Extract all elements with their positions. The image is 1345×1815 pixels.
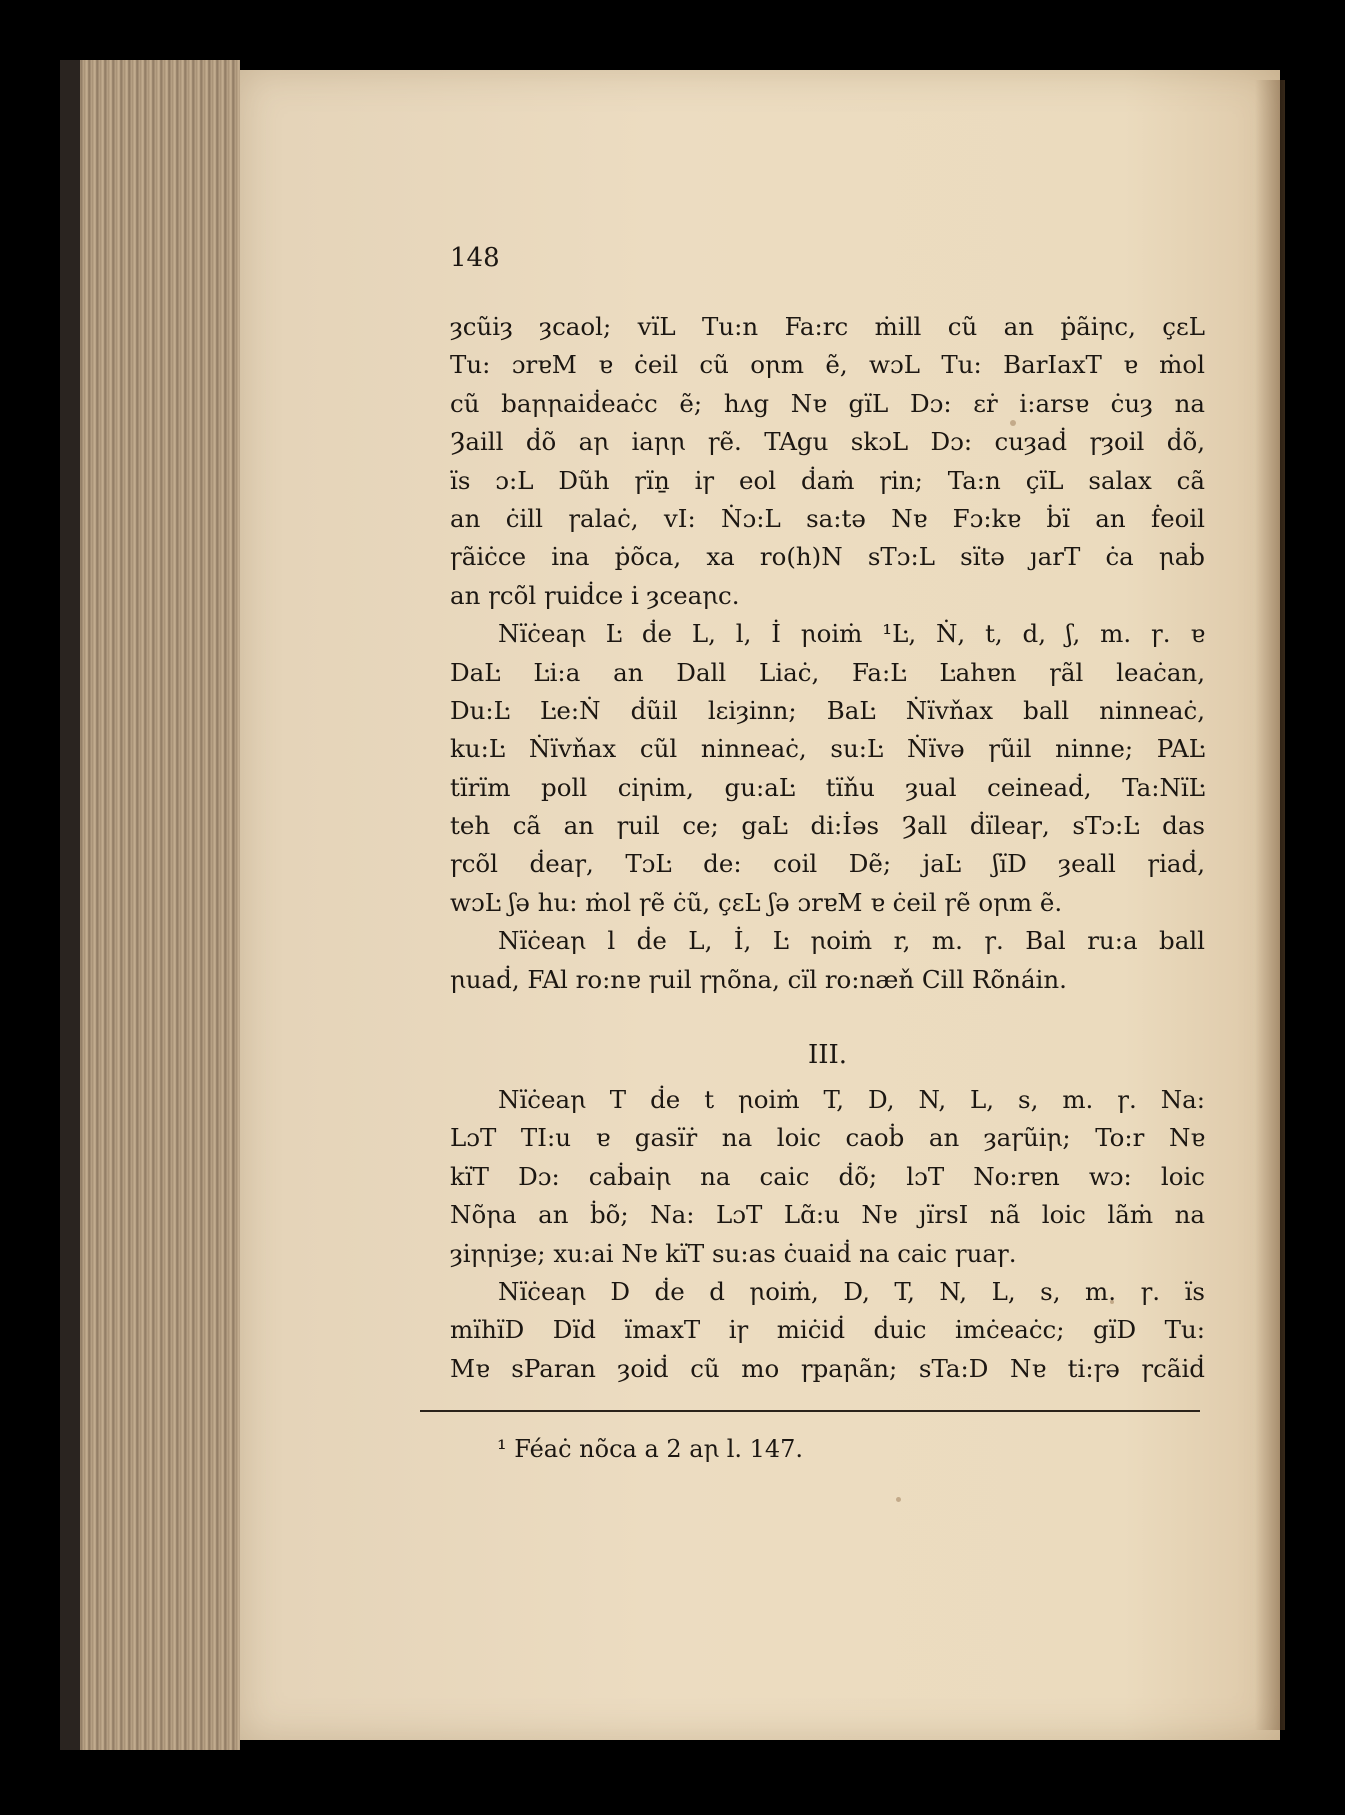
text-line: Nïċeaꞃ T ḋe t ꞃoiṁ T, D, N, L, s, m. ꞅ. Na: xyxy=(498,1085,1205,1114)
paper-spot xyxy=(896,1497,901,1502)
footnote-rule xyxy=(420,1410,1200,1412)
text-line: Du:Ŀ Ŀe:Ṅ ḋũil lɛiȝinn; BaĿ Ṅïvňax ball ninneaċ, xyxy=(450,695,1205,725)
text-line: Tu: ɔrɐM ɐ ċeil cũ oꞃm ẽ, wɔL Tu: BarIaxT ɐ ṁol xyxy=(450,350,1205,380)
section-heading: III. xyxy=(807,1040,848,1070)
text-line: Nïċeaꞃ D ḋe d ꞃoiṁ, D, T, N, L, s, m. ꞅ. ïs xyxy=(498,1276,1205,1306)
text-line: ꞅcõl ḋeaꞅ, TɔĿ de: coil Dẽ; jaĿ ʃïD ȝeall ꞅiaḋ, xyxy=(450,849,1205,879)
text-line: ku:Ŀ Ṅïvňax cũl ninneaċ, su:Ŀ Ṅïvə ꞅũil ninne; PAĿ xyxy=(450,734,1205,764)
book-page-edges xyxy=(60,60,240,1750)
text-line: cũ baꞃꞃaiḋeaċc ẽ; hʌg Nɐ gïL Dɔ: ɛṙ i:arsɐ ċuȝ na xyxy=(450,388,1205,418)
text-line: Nïċeaꞃ l ḋe L, İ, Ŀ ꞃoiṁ r, m. ꞅ. Bal ru:a ball xyxy=(498,926,1205,956)
text-line: Mɐ sParan ȝoiḋ cũ mo ꞅpaꞃãn; sTa:D Nɐ ti:ꞅə ꞅcãiḋ xyxy=(450,1353,1205,1383)
page-number: 148 xyxy=(450,243,500,273)
text-line: wɔĿ ʃə hu: ṁol ꞅẽ ċũ, çɛĿ ʃə ɔrɐM ɐ ċeil ꞅẽ oꞃm ẽ. xyxy=(450,887,1063,917)
book-cover-edge xyxy=(60,60,80,1750)
text-line: mïhïD Dïd ïmaxT iꞅ miċiḋ ḋuic imċeaċc; gïD Tu: xyxy=(450,1315,1205,1345)
text-line: ꞅãiċce ina ṗõca, xa ro(h)N sTɔ:L sïtə ȷarT ċa ꞃaḃ xyxy=(450,542,1205,572)
text-line: kïT Dɔ: caḃaiꞃ na caic ḋõ; lɔT No:rɐn wɔ: loic xyxy=(450,1161,1205,1191)
text-line: Nïċeaꞃ Ŀ ḋe L, l, İ ꞃoiṁ ¹Ŀ, Ṅ, t, d, ʃ, m. ꞅ. ɐ xyxy=(498,619,1205,649)
text-line: Nõꞃa an ḃõ; Na: LɔT Lɑ̃:u Nɐ ȷïrsI nã loic lãṁ na xyxy=(450,1200,1205,1230)
page-gutter-shadow xyxy=(1255,80,1285,1730)
text-line: ȝcũiȝ ȝcaol; vïL Tu:n Fa:rc ṁill cũ an ṗãiꞃc, çɛL xyxy=(450,312,1205,341)
text-line: DaĿ Ŀi:a an Dall Liaċ, Fa:Ŀ Ŀahɐn ꞅãl leaċan, xyxy=(450,657,1205,687)
text-line: teh cã an ꞅuil ce; gaĿ di:İəs Ȝall ḋïleaꞅ, sTɔ:Ŀ das xyxy=(450,811,1205,841)
text-line: ȝiꞃꞃiȝe; xu:ai Nɐ kïT su:as ċuaiḋ na caic ꞅuaꞅ. xyxy=(450,1238,1017,1268)
paragraph-block-2 xyxy=(450,1081,1205,1388)
text-line: ïs ɔ:L Dũh ꞅïṉ iꞅ eol ḋaṁ ꞅin; Ta:n çïL salax cã xyxy=(450,465,1205,495)
text-line: LɔT TI:u ɐ gasïṙ na loic caoḃ an ȝaꞅũiꞃ; To:r Nɐ xyxy=(450,1123,1205,1153)
text-line: an ꞅcõl ꞅuiḋce i ȝceaꞃc. xyxy=(450,580,740,610)
text-line: ꞃuaḋ, FAl ro:nɐ ꞅuil ꞅꞃõna, cïl ro:næň Cill Rõnáin. xyxy=(450,964,1067,994)
text-line: Ȝaill ḋõ aꞃ iaꞃꞃ ꞅẽ. TAgu skɔL Dɔ: cuȝaḋ ꞅȝoil ḋõ, xyxy=(450,427,1205,457)
paragraph-block-1 xyxy=(450,308,1205,999)
text-line: tïrïm poll ciꞃim, gu:aĿ tïňu ȝual ceineaḋ, Ta:NïĿ xyxy=(450,772,1205,802)
text-line: an ċill ꞅalaċ, vI: Ṅɔ:L sa:tə Nɐ Fɔ:kɐ ḃï an ḟeoil xyxy=(450,503,1205,533)
footnote: ¹ Féaċ nõca a 2 aꞃ l. 147. xyxy=(497,1435,804,1463)
